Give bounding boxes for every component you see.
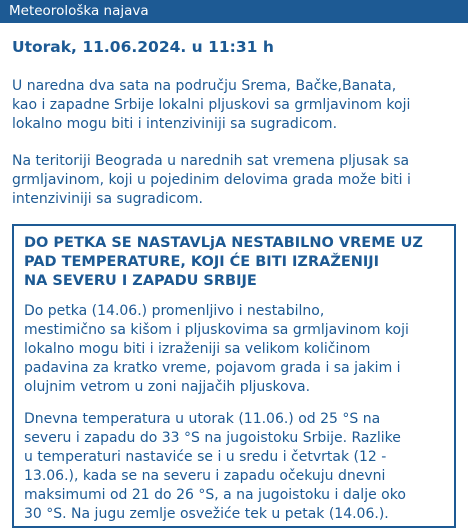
warning-title-line: PAD TEMPERATURE, KOJI ĆE BITI IZRAŽENIJI xyxy=(24,254,380,270)
paragraph-line: u temperaturi nastaviće se i u sredu i četvrtak (12 - xyxy=(24,449,387,465)
paragraph-line: padavina za kratko vreme, pojavom grada i sa jakim i xyxy=(24,360,401,376)
warning-paragraph xyxy=(24,302,454,397)
paragraph-line: Dnevna temperatura u utorak (11.06.) od 25 °S na xyxy=(24,411,381,427)
paragraph-line: kao i zapadne Srbije lokalni pljuskovi sa grmljavinom koji xyxy=(12,97,411,113)
paragraph-line: maksimumi od 21 do 26 °S, a na jugoistoku i dalje oko xyxy=(24,487,406,503)
paragraph-line: Na teritoriji Beograda u narednih sat vremena pljusak sa xyxy=(12,153,410,169)
nowcast-paragraph xyxy=(12,77,464,134)
paragraph-line: lokalno mogu biti i izraženiji sa velikom količinom xyxy=(24,341,371,357)
warning-title-line: NA SEVERU I ZAPADU SRBIJE xyxy=(24,273,257,289)
paragraph-line: mestimično sa kišom i pljuskovima sa grmljavinom koji xyxy=(24,322,409,338)
paragraph-line: 30 °S. Na jugu zemlje osvežiće tek u petak (14.06.). xyxy=(24,506,389,522)
belgrade-paragraph xyxy=(12,152,464,209)
forecast-datetime: Utorak, 11.06.2024. u 11:31 h xyxy=(12,38,274,56)
paragraph-line: U naredna dva sata na području Srema, Bačke,Banata, xyxy=(12,78,397,94)
paragraph-line: severu i zapadu do 33 °S na jugoistoku Srbije. Razlike xyxy=(24,430,401,446)
paragraph-line: lokalno mogu biti i intenziviniji sa sugradicom. xyxy=(12,116,338,132)
paragraph-line: grmljavinom, koji u pojedinim delovima grada može biti i xyxy=(12,172,411,188)
warning-box xyxy=(12,224,456,528)
warning-title-line: DO PETKA SE NASTAVLjA NESTABILNO VREME UZ xyxy=(24,235,423,251)
warning-paragraph xyxy=(24,410,454,524)
paragraph-line: Do petka (14.06.) promenljivo i nestabilno, xyxy=(24,303,325,319)
paragraph-line: intenziviniji sa sugradicom. xyxy=(12,191,203,207)
section-title: Meteorološka najava xyxy=(9,3,149,19)
paragraph-line: 13.06.), kada se na severu i zapadu očekuju dnevni xyxy=(24,468,386,484)
paragraph-line: olujnim vetrom u zoni najjačih pljuskova. xyxy=(24,379,311,395)
warning-title xyxy=(24,234,454,291)
section-header xyxy=(0,0,468,23)
